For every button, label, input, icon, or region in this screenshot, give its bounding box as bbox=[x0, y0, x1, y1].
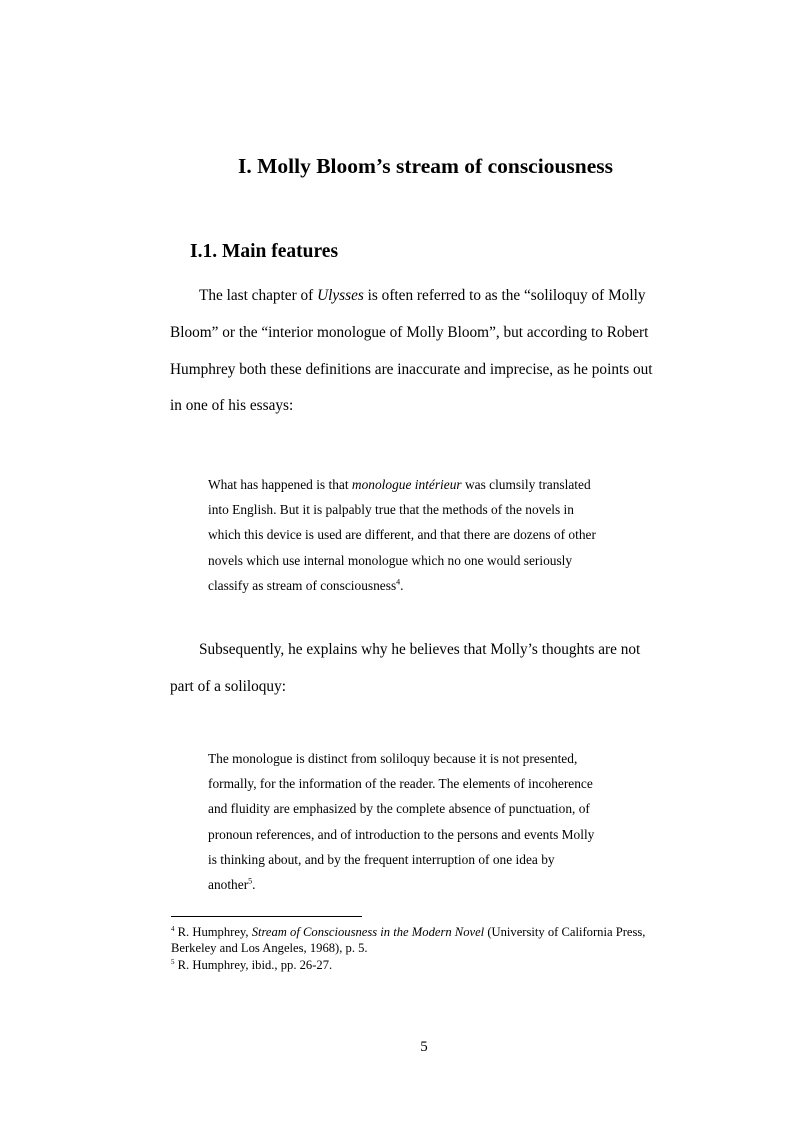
text-run: (University of California Press, bbox=[484, 925, 646, 939]
text-run: The last chapter of bbox=[199, 287, 318, 304]
footnote-5 bbox=[171, 957, 686, 973]
text-run: was clumsily translated bbox=[461, 477, 591, 492]
footnotes bbox=[171, 924, 686, 973]
footnote-number: 5 bbox=[171, 957, 175, 966]
block-quote-2 bbox=[208, 746, 594, 897]
paragraph-line: Bloom” or the “interior monologue of Molly Bloom”, but according to Robert bbox=[170, 323, 649, 341]
quote-line: and fluidity are emphasized by the complete absence of punctuation, of bbox=[208, 801, 590, 817]
page-number: 5 bbox=[420, 1039, 428, 1055]
italic-term: monologue intérieur bbox=[351, 477, 462, 492]
paragraph-line: part of a soliloquy: bbox=[170, 677, 286, 695]
quote-line: is thinking about, and by the frequent interruption of one idea by bbox=[208, 851, 555, 867]
paragraph-line: Subsequently, he explains why he believes that Molly’s thoughts are not bbox=[199, 641, 641, 658]
quote-line: pronoun references, and of introduction to the persons and events Molly bbox=[208, 826, 595, 842]
paragraph-subsequently bbox=[170, 632, 680, 706]
paragraph-intro bbox=[170, 278, 680, 425]
book-title-ulysses: Ulysses bbox=[317, 287, 364, 304]
text-run: is often referred to as the “soliloquy of Molly bbox=[363, 287, 646, 304]
footnote-ref-5[interactable]: 5 bbox=[248, 876, 253, 886]
section-title: I.1. Main features bbox=[190, 241, 339, 262]
quote-line: into English. But it is palpably true that the methods of the novels in bbox=[208, 502, 574, 518]
text-run: . bbox=[400, 577, 404, 593]
block-quote-1 bbox=[208, 472, 596, 598]
footnote-4-continued: Berkeley and Los Angeles, 1968), p. 5. bbox=[171, 941, 368, 956]
footnote-ref-4[interactable]: 4 bbox=[396, 577, 401, 587]
quote-line: The monologue is distinct from soliloquy because it is not presented, bbox=[208, 751, 578, 766]
footnote-4 bbox=[171, 924, 686, 940]
text-run: What has happened is that bbox=[208, 477, 352, 492]
quote-line: formally, for the information of the reader. The elements of incoherence bbox=[208, 776, 593, 792]
text-run: classify as stream of consciousness bbox=[208, 577, 397, 593]
footnote-number: 4 bbox=[171, 924, 175, 933]
footnote-divider bbox=[171, 916, 362, 917]
book-title: Stream of Consciousness in the Modern Novel bbox=[251, 925, 485, 939]
text-run: . bbox=[252, 877, 256, 893]
paragraph-line: Humphrey both these definitions are inaccurate and imprecise, as he points out bbox=[170, 360, 653, 378]
paragraph-line: in one of his essays: bbox=[170, 397, 294, 415]
paragraph-line bbox=[170, 278, 680, 315]
quote-line bbox=[208, 872, 594, 897]
quote-line: which this device is used are different, and that there are dozens of other bbox=[208, 527, 596, 543]
quote-line: novels which use internal monologue which no one would seriously bbox=[208, 552, 573, 568]
quote-line bbox=[208, 472, 596, 497]
chapter-title: I. Molly Bloom’s stream of consciousness bbox=[237, 154, 614, 178]
text-run: R. Humphrey, bbox=[174, 925, 252, 939]
text-run: another bbox=[208, 877, 249, 893]
quote-line bbox=[208, 573, 596, 598]
text-run: R. Humphrey, ibid., pp. 26-27. bbox=[174, 957, 333, 972]
